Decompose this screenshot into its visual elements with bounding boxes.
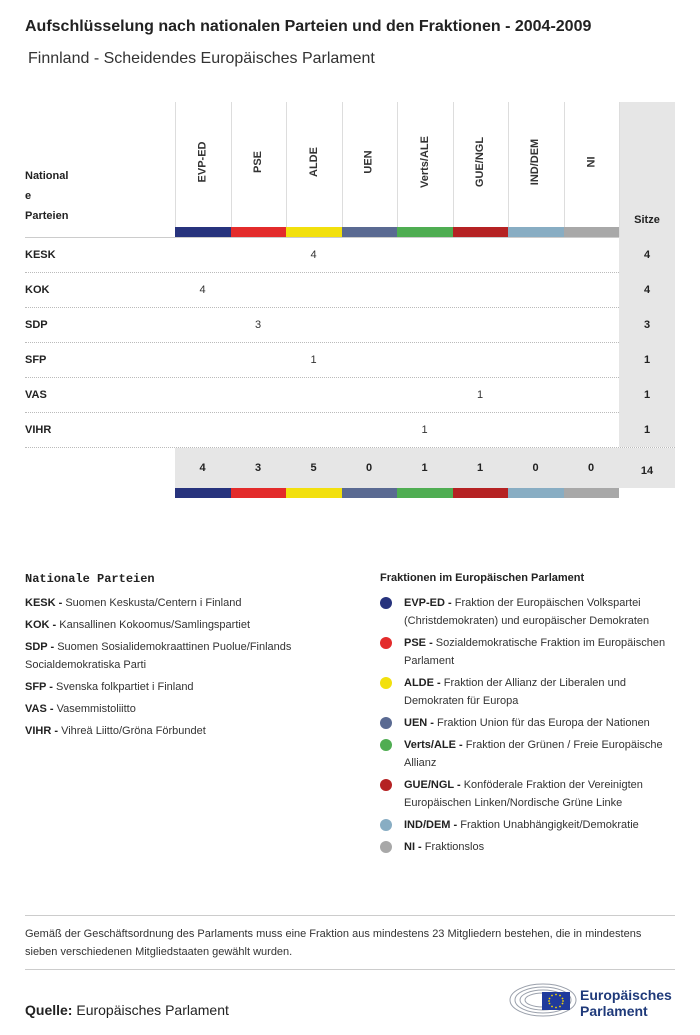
party-name: VAS [25, 389, 47, 401]
group-total: 0 [365, 462, 373, 474]
seats-header: Sitze [634, 214, 660, 226]
group-total: 0 [532, 462, 539, 474]
group-color-dot [380, 739, 392, 751]
group-header: PSE [251, 150, 264, 174]
group-header: UEN [362, 150, 375, 174]
national-legend-item: VAS - Vasemmistoliitto [25, 703, 136, 715]
group-color-bar [397, 227, 453, 237]
national-legend-heading: Nationale Parteien [25, 572, 155, 586]
group-legend-item: NI - Fraktionslos [380, 838, 680, 856]
divider [25, 915, 675, 916]
group-color-dot [380, 779, 392, 791]
group-color-dot [380, 717, 392, 729]
national-legend-item: KOK - Kansallinen Kokoomus/Samlingspartiet [25, 619, 251, 631]
group-color-bar [342, 227, 398, 237]
group-header: Verts/ALE [418, 136, 431, 188]
group-total: 0 [587, 462, 595, 474]
national-parties-header: National e Parteien [25, 170, 69, 222]
groups-legend [380, 572, 680, 860]
source-label: Quelle: [25, 1002, 73, 1018]
group-legend-item: GUE/NGL - Konföderale Fraktion der Vereinigten Europäischen Linken/Nordische Grüne Linke [380, 776, 680, 812]
seats-count: 1 [643, 354, 651, 366]
page-title: Aufschlüsselung nach nationalen Parteien und den Fraktionen - 2004-2009 [25, 18, 592, 35]
national-legend-item: SFP - Svenska folkpartiet i Finland [25, 681, 194, 693]
group-color-bar [508, 227, 564, 237]
header-divider [25, 237, 675, 238]
seats-count: 1 [643, 424, 651, 436]
row-divider [25, 342, 675, 343]
source-value: Europäisches Parlament [76, 1002, 229, 1018]
group-color-bar [175, 488, 231, 498]
row-divider [25, 377, 675, 378]
group-total: 1 [476, 462, 484, 474]
group-color-dot [380, 637, 392, 649]
party-name: SDP [25, 319, 48, 331]
source-line [25, 1002, 229, 1018]
group-total: 5 [310, 462, 317, 474]
party-name: KOK [25, 284, 50, 296]
group-color-dot [380, 597, 392, 609]
seats-count: 3 [643, 319, 651, 331]
footnote: Gemäß der Geschäftsordnung des Parlaments muss eine Fraktion aus mindestens 23 Mitgliedern bestehen, die in mindestens sieben verschiedenen Mitgliedstaaten gewählt wurden. [25, 928, 642, 958]
row-divider [25, 307, 675, 308]
seats-count: 1 [643, 389, 651, 401]
ep-logo-text: Europäisches Parlament [580, 987, 672, 1019]
group-header: NI [585, 156, 597, 168]
column-divider [619, 102, 620, 237]
group-legend-item: ALDE - Fraktion der Allianz der Liberalen und Demokraten für Europa [380, 674, 680, 710]
group-color-bar [564, 227, 620, 237]
group-legend-item: IND/DEM - Fraktion Unabhängigkeit/Demokratie [380, 816, 680, 834]
group-legend-item: UEN - Fraktion Union für das Europa der Nationen [380, 714, 680, 732]
seat-value: 4 [310, 249, 317, 261]
group-color-bar [342, 488, 398, 498]
national-legend-item: KESK - Suomen Keskusta/Centern i Finland [25, 597, 242, 609]
row-divider [25, 272, 675, 273]
divider [25, 969, 675, 970]
group-total: 3 [254, 462, 262, 474]
group-header: EVP-ED [196, 141, 209, 183]
seat-table [25, 102, 675, 502]
group-legend-item: Verts/ALE - Fraktion der Grünen / Freie Europäische Allianz [380, 736, 680, 772]
seat-value: 4 [199, 284, 206, 296]
seat-value: 1 [421, 424, 428, 436]
seat-value: 1 [310, 354, 317, 366]
group-color-bar [286, 488, 342, 498]
group-color-dot [380, 677, 392, 689]
total-seats: 14 [640, 465, 654, 477]
group-color-dot [380, 841, 392, 853]
seat-value: 3 [254, 319, 262, 331]
group-header: IND/DEM [529, 138, 542, 186]
group-header: GUE/NGL [474, 136, 486, 188]
group-color-bar [231, 227, 287, 237]
group-legend-item: PSE - Sozialdemokratische Fraktion im Europäischen Parlament [380, 634, 680, 670]
group-color-bar [508, 488, 564, 498]
group-total: 4 [199, 462, 206, 474]
seats-count: 4 [643, 284, 651, 296]
party-name: KESK [25, 249, 56, 261]
party-name: VIHR [25, 424, 52, 436]
group-color-bar [175, 227, 231, 237]
group-color-bar [453, 227, 509, 237]
group-total: 1 [421, 462, 428, 474]
group-header: ALDE [307, 147, 320, 177]
party-name: SFP [25, 354, 47, 366]
seat-value: 1 [476, 389, 484, 401]
group-color-bar [286, 227, 342, 237]
group-color-bar [453, 488, 509, 498]
group-color-bar [564, 488, 620, 498]
group-legend-item: EVP-ED - Fraktion der Europäischen Volkspartei (Christdemokraten) und europäischer Demokraten [380, 594, 680, 630]
national-legend-item: SDP - Suomen Sosialidemokraattinen Puolue/Finlands Socialdemokratiska Parti [25, 641, 292, 671]
row-divider [25, 412, 675, 413]
seats-count: 4 [643, 249, 651, 261]
national-legend-item: VIHR - Vihreä Liitto/Gröna Förbundet [25, 725, 206, 737]
national-parties-legend [25, 572, 355, 744]
group-color-bar [397, 488, 453, 498]
group-color-dot [380, 819, 392, 831]
groups-legend-heading: Fraktionen im Europäischen Parlament [380, 572, 585, 584]
page-subtitle: Finnland - Scheidendes Europäisches Parlament [28, 50, 375, 67]
group-color-bar [231, 488, 287, 498]
